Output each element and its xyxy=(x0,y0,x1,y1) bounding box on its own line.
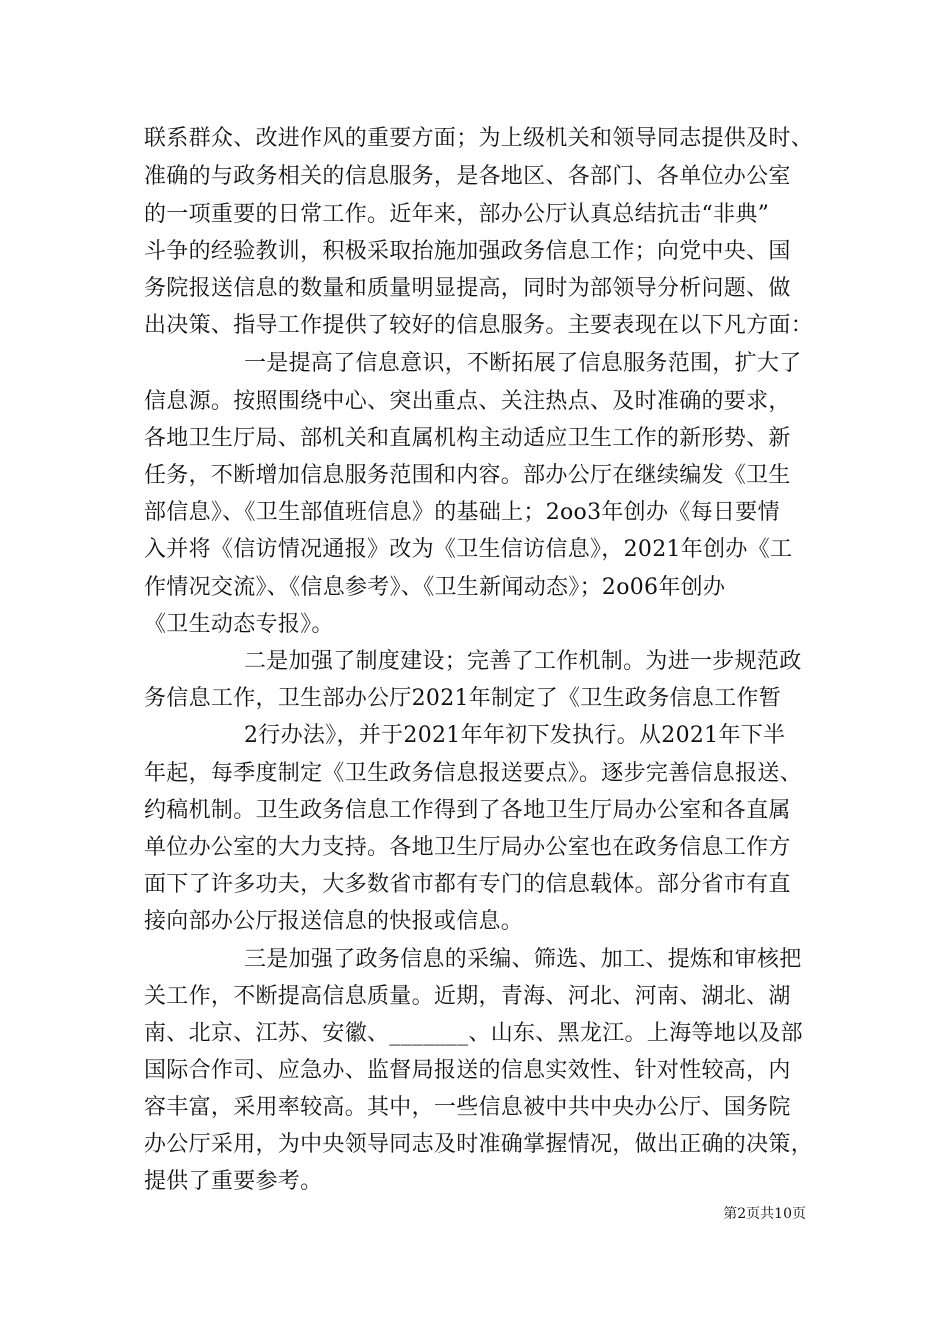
text-line: 2行办法》，并于2021年年初下发执行。从2021年下半 xyxy=(244,723,786,748)
text-line: 信息源。按照围绕中心、突出重点、关注热点、及时准确的要求， xyxy=(144,389,791,414)
text-line: 务院报送信息的数量和质量明显提高，同时为部领导分析问题、做 xyxy=(144,276,791,301)
text-line: 部信息》、《卫生部值班信息》的基础上；2oo3年创办《每日要情 xyxy=(144,500,780,525)
text-line: 各地卫生厅局、部机关和直属机构主动适应卫生工作的新形势、新 xyxy=(144,426,791,451)
text-line: 约稿机制。卫生政务信息工作得到了各地卫生厅局办公室和各直属 xyxy=(144,798,791,823)
text-line: 面下了许多功夫，大多数省市都有专门的信息载体。部分省市有直 xyxy=(144,872,791,897)
text-line: 的一项重要的日常工作。近年来，部办公厅认真总结抗击“非典” xyxy=(144,202,770,227)
text-line: 联系群众、改进作风的重要方面；为上级机关和领导同志提供及时、 xyxy=(144,126,814,151)
text-line: 斗争的经验教训，积极采取抬施加强政务信息工作；向党中央、国 xyxy=(144,239,791,264)
page-number: 第2页共10页 xyxy=(723,1206,806,1222)
text-line: 容丰富，采用率较高。其中，一些信息被中共中央办公厅、国务院 xyxy=(144,1095,791,1120)
text-line: 准确的与政务相关的信息服务，是各地区、各部门、各单位办公室 xyxy=(144,164,791,189)
text-line: 入并将《信访情况通报》改为《卫生信访信息》，2021年创办《工 xyxy=(144,537,793,562)
text-line: 办公厅采用，为中央领导同志及时准确掌握情况，做出正确的决策， xyxy=(144,1132,814,1157)
text-line: 国际合作司、应急办、监督局报送的信息实效性、针对性较高，内 xyxy=(144,1058,791,1083)
text-line: 年起，每季度制定《卫生政务信息报送要点》。逐步完善信息报送、 xyxy=(144,761,803,786)
text-line: 任务，不断增加信息服务范围和内容。部办公厅在继续编发《卫生 xyxy=(144,463,791,488)
text-line: 务信息工作，卫生部办公厅2021年制定了《卫生政务信息工作暂 xyxy=(144,686,781,711)
text-line: 单位办公室的大力支持。各地卫生厅局办公室也在政务信息工作方 xyxy=(144,835,791,860)
text-line: 出决策、指导工作提供了较好的信息服务。主要表现在以下凡方面： xyxy=(144,313,814,338)
text-line: 《卫生动态专报》。 xyxy=(144,612,334,637)
text-line: 接向部办公厅报送信息的快报或信息。 xyxy=(144,909,524,934)
text-line: 提供了重要参考。 xyxy=(144,1169,323,1194)
text-line: 南、北京、江苏、安徽、_______、山东、黑龙江。上海等地以及部 xyxy=(144,1021,803,1046)
text-line: 三是加强了政务信息的采编、筛选、加工、提炼和审核把 xyxy=(244,947,802,972)
text-line: 关工作，不断提高信息质量。近期，青海、河北、河南、湖北、湖 xyxy=(144,984,791,1009)
text-line: 作情况交流》、《信息参考》、《卫生新闻动态》；2o06年创办 xyxy=(144,575,726,600)
text-line: 二是加强了制度建设；完善了工作机制。为进一步规范政 xyxy=(244,649,802,674)
text-line: 一是提高了信息意识，不断拓展了信息服务范围，扩大了 xyxy=(244,351,802,376)
